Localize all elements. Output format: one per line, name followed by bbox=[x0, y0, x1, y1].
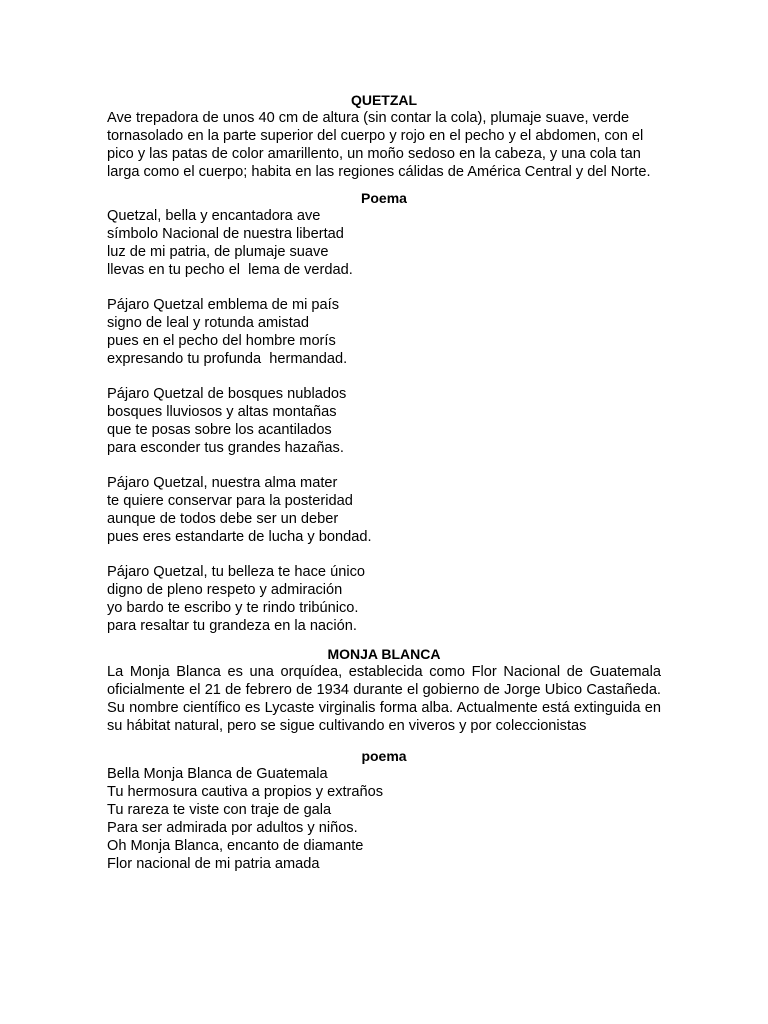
poem-line: Pájaro Quetzal emblema de mi país bbox=[107, 297, 339, 313]
quetzal-poem bbox=[107, 207, 661, 635]
monja-blanca-poem-title: poema bbox=[361, 748, 407, 764]
poem-line: para resaltar tu grandeza en la nación. bbox=[107, 618, 357, 634]
poem-stanza bbox=[107, 474, 661, 546]
poem-line: expresando tu profunda hermandad. bbox=[107, 351, 348, 367]
poem-line: Pájaro Quetzal, nuestra alma mater bbox=[107, 475, 338, 491]
poem-line: Flor nacional de mi patria amada bbox=[107, 856, 320, 872]
poem-line: luz de mi patria, de plumaje suave bbox=[107, 244, 329, 260]
poem-stanza bbox=[107, 296, 661, 368]
poem-line: te quiere conservar para la posteridad bbox=[107, 493, 353, 509]
poem-line: aunque de todos debe ser un deber bbox=[107, 511, 339, 527]
poem-line: Oh Monja Blanca, encanto de diamante bbox=[107, 838, 364, 854]
poem-stanza bbox=[107, 385, 661, 457]
poem-line: Quetzal, bella y encantadora ave bbox=[107, 208, 321, 224]
poem-stanza bbox=[107, 765, 661, 873]
poem-line: yo bardo te escribo y te rindo tribúnico. bbox=[107, 600, 359, 616]
monja-blanca-section bbox=[107, 645, 661, 873]
monja-blanca-poem bbox=[107, 765, 661, 873]
poem-line: digno de pleno respeto y admiración bbox=[107, 582, 343, 598]
poem-line: para esconder tus grandes hazañas. bbox=[107, 440, 344, 456]
poem-line: Para ser admirada por adultos y niños. bbox=[107, 820, 358, 836]
poem-line: Tu rareza te viste con traje de gala bbox=[107, 802, 332, 818]
quetzal-description: Ave trepadora de unos 40 cm de altura (sin contar la cola), plumaje suave, verde tornasolado en la parte superior del cuerpo y rojo en el pecho y el abdomen, con el pico y las patas de color amarillento, un moño sedoso en la cabeza, y una cola tan larga como el cuerpo; habita en las regiones cálidas de América Central y del Norte. bbox=[107, 110, 651, 180]
poem-line: Tu hermosura cautiva a propios y extraños bbox=[107, 784, 384, 800]
poem-stanza bbox=[107, 563, 661, 635]
monja-blanca-description: La Monja Blanca es una orquídea, establecida como Flor Nacional de Guatemala oficialmente el 21 de febrero de 1934 durante el gobierno de Jorge Ubico Castañeda. Su nombre científico es Lycaste virginalis forma alba. Actualmente está extinguida en su hábitat natural, pero se sigue cultivando en viveros y por coleccionistas bbox=[107, 664, 661, 734]
poem-line: Pájaro Quetzal de bosques nublados bbox=[107, 386, 347, 402]
quetzal-poem-title: Poema bbox=[361, 190, 407, 206]
poem-line: pues eres estandarte de lucha y bondad. bbox=[107, 529, 372, 545]
quetzal-section bbox=[107, 91, 661, 635]
poem-line: pues en el pecho del hombre morís bbox=[107, 333, 336, 349]
poem-stanza bbox=[107, 207, 661, 279]
poem-line: Pájaro Quetzal, tu belleza te hace único bbox=[107, 564, 365, 580]
document-page bbox=[107, 91, 661, 873]
poem-line: símbolo Nacional de nuestra libertad bbox=[107, 226, 344, 242]
monja-blanca-title: MONJA BLANCA bbox=[327, 646, 441, 662]
poem-line: bosques lluviosos y altas montañas bbox=[107, 404, 337, 420]
poem-line: Bella Monja Blanca de Guatemala bbox=[107, 766, 328, 782]
quetzal-title: QUETZAL bbox=[350, 92, 418, 108]
poem-line: signo de leal y rotunda amistad bbox=[107, 315, 310, 331]
poem-line: llevas en tu pecho el lema de verdad. bbox=[107, 262, 353, 278]
poem-line: que te posas sobre los acantilados bbox=[107, 422, 332, 438]
